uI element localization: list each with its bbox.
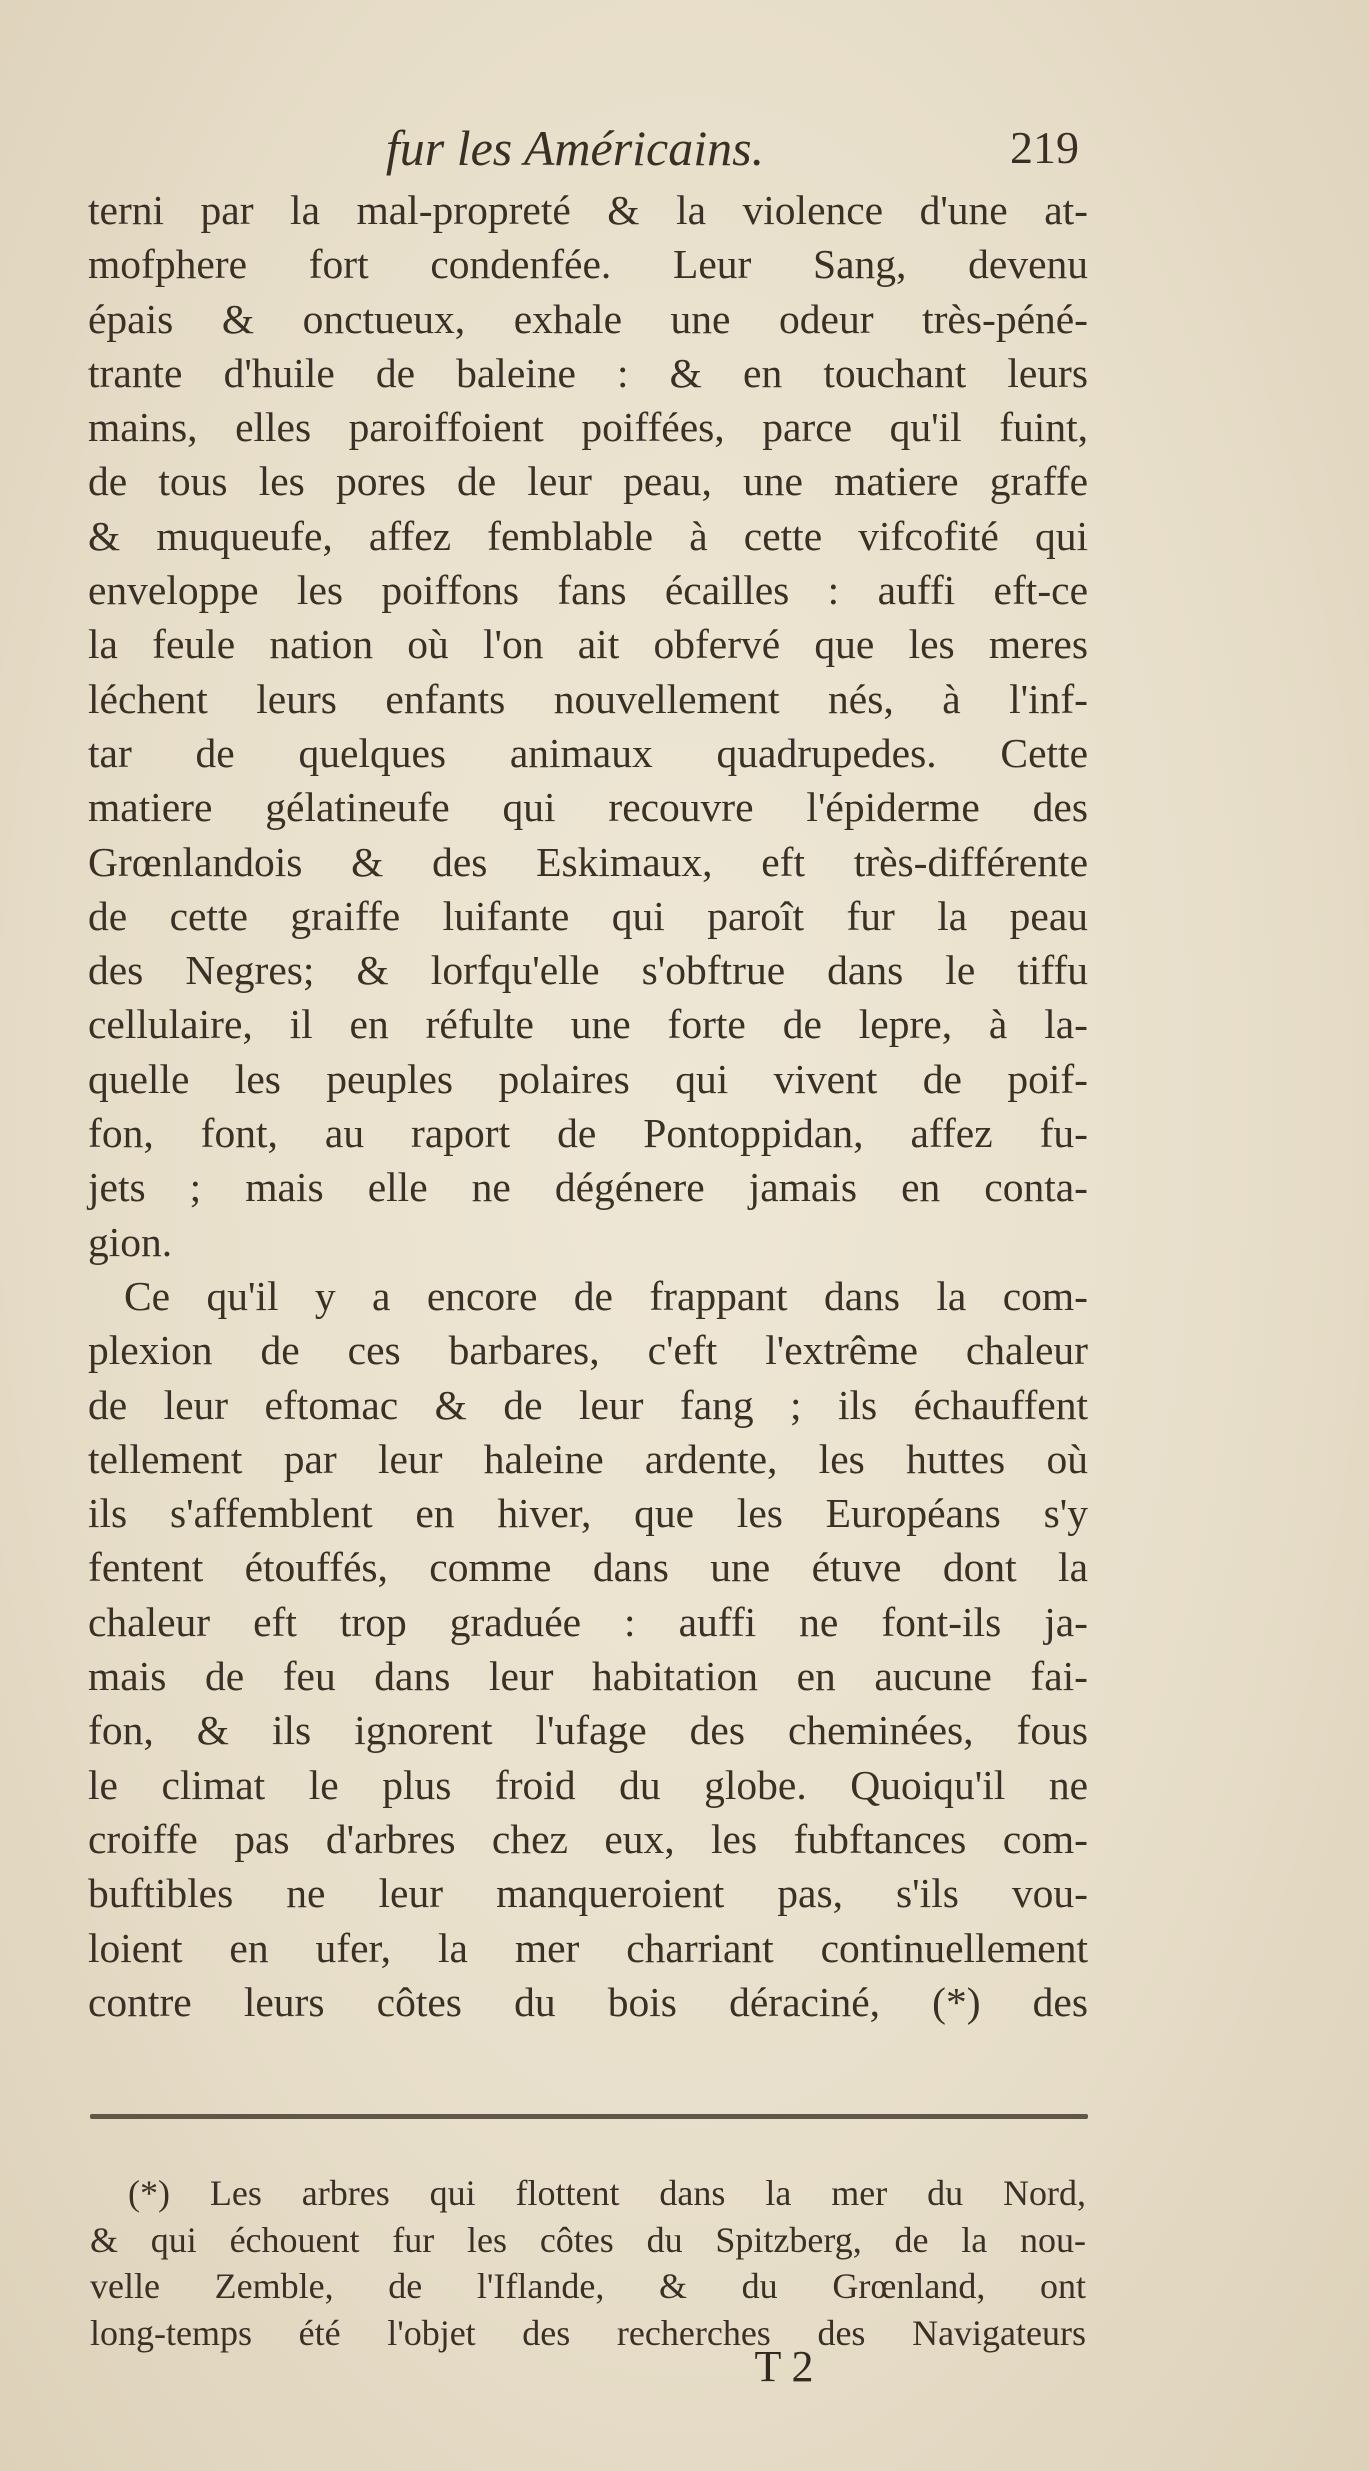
text-line: tellement par leur haleine ardente, les huttes où <box>88 1435 1088 1482</box>
text-line: le climat le plus froid du globe. Quoiqu'il ne <box>88 1761 1088 1808</box>
text-line: de cette graiffe luifante qui paroît fur la peau <box>88 892 1088 939</box>
footnote-line: (*) Les arbres qui flottent dans la mer du Nord, <box>128 2173 1086 2213</box>
text-line: ils s'affemblent en hiver, que les Européans s'y <box>88 1490 1088 1537</box>
text-line: mains, elles paroiffoient poiffées, parce qu'il fuint, <box>88 404 1088 451</box>
text-line: chaleur eft trop graduée : auffi ne font-ils ja- <box>88 1598 1088 1645</box>
body-text <box>88 183 1088 2029</box>
text-line: loient en ufer, la mer charriant continuellement <box>88 1924 1088 1971</box>
text-line: croiffe pas d'arbres chez eux, les fubftances com- <box>88 1815 1088 1862</box>
footnote-line: long-temps été l'objet des recherches des Navigateurs <box>90 2312 1086 2353</box>
footnote-line: & qui échouent fur les côtes du Spitzberg, de la nou- <box>90 2219 1086 2260</box>
footnote-rule <box>90 2114 1088 2119</box>
text-line: buftibles ne leur manqueroient pas, s'ils vou- <box>88 1870 1088 1917</box>
text-line: contre leurs côtes du bois déraciné, (*) des <box>88 1978 1088 2025</box>
text-line: mais de feu dans leur habitation en aucune fai- <box>88 1653 1088 1700</box>
text-line: des Negres; & lorfqu'elle s'obftrue dans le tiffu <box>88 947 1088 994</box>
text-line: enveloppe les poiffons fans écailles : auffi eft-ce <box>88 567 1088 614</box>
text-line: la feule nation où l'on ait obfervé que les meres <box>88 621 1088 668</box>
signature-mark: T 2 <box>754 2342 814 2391</box>
text-line: épais & onctueux, exhale une odeur très-péné- <box>88 295 1088 342</box>
text-line: fon, & ils ignorent l'ufage des cheminées, fous <box>88 1707 1088 1754</box>
text-line: de leur eftomac & de leur fang ; ils échauffent <box>88 1381 1088 1428</box>
text-line: fentent étouffés, comme dans une étuve dont la <box>88 1544 1088 1591</box>
running-head: fur les Américains. <box>385 120 765 176</box>
footnote-line: velle Zemble, de l'Iflande, & du Grœnland, ont <box>90 2266 1086 2306</box>
text-line: trante d'huile de baleine : & en touchant leurs <box>88 349 1088 396</box>
paragraph-start-line: Ce qu'il y a encore de frappant dans la com- <box>124 1272 1088 1319</box>
text-line: léchent leurs enfants nouvellement nés, à l'inf- <box>88 675 1088 722</box>
text-line: & muqueufe, affez femblable à cette vifcofité qui <box>88 512 1088 559</box>
paragraph-end-line: gion. <box>88 1218 173 1265</box>
text-line: fon, font, au raport de Pontoppidan, affez fu- <box>88 1110 1088 1157</box>
text-line: mofphere fort condenfée. Leur Sang, devenu <box>88 241 1088 288</box>
page-header <box>0 118 1369 178</box>
text-line: matiere gélatineufe qui recouvre l'épiderme des <box>88 784 1088 831</box>
text-line: terni par la mal-propreté & la violence d'une at- <box>88 187 1088 233</box>
page-number: 219 <box>1010 122 1079 173</box>
text-line: quelle les peuples polaires qui vivent de poif- <box>88 1055 1088 1102</box>
text-line: de tous les pores de leur peau, une matiere graffe <box>88 458 1088 505</box>
footnote <box>90 2170 1086 2356</box>
text-line: jets ; mais elle ne dégénere jamais en conta- <box>88 1164 1088 1211</box>
text-line: cellulaire, il en réfulte une forte de lepre, à la- <box>88 1001 1088 1048</box>
text-line: plexion de ces barbares, c'eft l'extrême chaleur <box>88 1327 1088 1374</box>
text-line: tar de quelques animaux quadrupedes. Cette <box>88 729 1088 776</box>
text-line: Grœnlandois & des Eskimaux, eft très-différente <box>88 838 1088 885</box>
